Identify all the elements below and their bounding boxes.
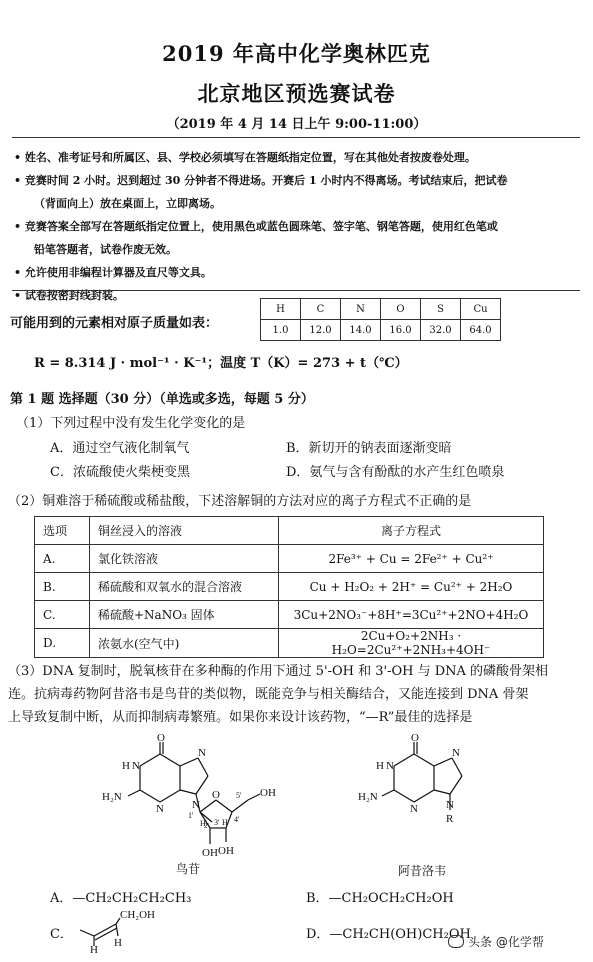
element-symbol: N — [341, 299, 381, 320]
atom-ch2oh: CH₂OH — [120, 909, 156, 921]
element-mass: 1.0 — [261, 320, 301, 341]
row-option: D. — [35, 629, 90, 658]
guanosine-name: 鸟苷 — [176, 862, 201, 876]
q1-3-option-c-label: C． — [50, 927, 73, 942]
atomic-mass-label: 可能用到的元素相对原子质量如表： — [10, 316, 219, 331]
atom-n: N — [452, 747, 460, 759]
element-mass: 12.0 — [301, 320, 341, 341]
note-5: • 试卷按密封线封装。 — [14, 289, 124, 302]
q1-1-option-d: D．氨气与含有酚酞的水产生红色喷泉 — [286, 465, 505, 480]
row-equation: 3Cu+2NO₃⁻+8H⁺=3Cu²⁺+2NO+4H₂O — [279, 601, 544, 629]
atom-r: R — [446, 813, 454, 825]
atom-o: O — [212, 789, 220, 801]
element-symbol: O — [381, 299, 421, 320]
acyclovir-name: 阿昔洛韦 — [398, 864, 447, 878]
carbon-5-label: 5' — [236, 791, 242, 800]
chat-bubble-icon — [448, 935, 464, 948]
note-2: • 竞赛时间 2 小时。迟到超过 30 分钟者不得进场。开赛后 1 小时内不得离场。考试结束后，把试卷 — [14, 174, 508, 187]
q1-1-stem: （1）下列过程中没有发生化学变化的是 — [16, 416, 246, 431]
atom-h: H — [122, 760, 130, 772]
carbon-3-label: 3' — [214, 818, 220, 827]
q1-1-option-a: A．通过空气液化制氧气 — [50, 441, 190, 456]
row-solution: 稀硫酸+NaNO₃ 固体 — [90, 601, 279, 629]
q1-2-stem: （2）铜难溶于稀硫酸或稀盐酸，下述溶解铜的方法对应的离子方程式不正确的是 — [8, 494, 472, 509]
atom-n: N — [386, 760, 394, 772]
note-3: • 竞赛答案全部写在答题纸指定位置上，使用黑色或蓝色圆珠笔、签字笔、钢笔答题，使用红色笔或 — [14, 220, 498, 233]
element-symbol: C — [301, 299, 341, 320]
row-solution: 稀硫酸和双氧水的混合溶液 — [90, 573, 279, 601]
row-equation: 2Cu+O₂+2NH₃ · H₂O=2Cu²⁺+2NH₃+4OH⁻ — [279, 629, 544, 658]
note-3-cont: 铅笔答题者，试卷作废无效。 — [34, 243, 177, 256]
atom-n: N — [446, 799, 454, 811]
q1-3-line2: 连。抗病毒药物阿昔洛韦是鸟苷的类似物，既能竞争与相关酶结合，又能连接到 DNA 骨架 — [8, 687, 529, 702]
row-option: B. — [35, 573, 90, 601]
q1-3-option-a: A．—CH₂CH₂CH₂CH₃ — [50, 891, 192, 906]
col-header-solution: 铜丝浸入的溶液 — [90, 517, 279, 545]
watermark — [448, 930, 578, 952]
exam-title-line1: 2019 年高中化学奥林匹克 — [162, 41, 431, 66]
row-equation: 2Fe³⁺ + Cu = 2Fe²⁺ + Cu²⁺ — [279, 545, 544, 573]
q1-3-option-b: B．—CH₂OCH₂CH₂OH — [306, 891, 454, 906]
element-mass: 32.0 — [421, 320, 461, 341]
row-option: C. — [35, 601, 90, 629]
col-header-option: 选项 — [35, 517, 90, 545]
element-mass: 14.0 — [341, 320, 381, 341]
table-row — [35, 545, 544, 573]
atomic-mass-table — [260, 298, 501, 341]
atom-n: N — [192, 799, 200, 811]
carbon-2-label: 2' — [204, 822, 209, 830]
element-symbol: H — [261, 299, 301, 320]
divider-bottom — [12, 290, 580, 291]
col-header-equation: 离子方程式 — [279, 517, 544, 545]
atom-h: H — [114, 937, 122, 949]
q1-3-line3: 上导致复制中断，从而抑制病毒繁殖。如果你来设计该药物，“—R”最佳的选择是 — [8, 710, 473, 725]
table-row — [35, 601, 544, 629]
q1-3-line1: （3）DNA 复制时，脱氧核苷在多种酶的作用下通过 5'-OH 和 3'-OH 与 DNA 的磷酸骨架相 — [8, 664, 549, 679]
element-mass: 16.0 — [381, 320, 421, 341]
note-1: • 姓名、准考证号和所属区、县、学校必须填写在答题纸指定位置，写在其他处者按废卷处理。 — [14, 151, 476, 164]
atom-oh: OH — [202, 847, 218, 859]
element-mass: 64.0 — [461, 320, 501, 341]
atom-n: N — [410, 803, 418, 815]
table-row — [35, 573, 544, 601]
question-header: 第 1 题 选择题（30 分）（单选或多选，每题 5 分） — [10, 392, 314, 407]
atom-o: O — [411, 732, 419, 744]
row-solution: 氯化铁溶液 — [90, 545, 279, 573]
atom-h: H — [200, 819, 206, 828]
divider-top — [12, 137, 580, 138]
atom-o: O — [157, 732, 165, 744]
row-equation: Cu + H₂O₂ + 2H⁺ = Cu²⁺ + 2H₂O — [279, 573, 544, 601]
option-c-structure — [74, 906, 164, 954]
atom-h: H — [376, 760, 384, 772]
note-4: • 允许使用非编程计算器及直尺等文具。 — [14, 266, 212, 279]
guanosine-structure — [100, 732, 300, 860]
element-symbol: S — [421, 299, 461, 320]
constants-line: R = 8.314 J · mol⁻¹ · K⁻¹；温度 T（K）= 273 + t（℃） — [34, 356, 408, 371]
watermark-text: 头条 @化学帮 — [468, 934, 544, 949]
carbon-1-label: 1' — [188, 811, 194, 820]
atom-n: N — [198, 747, 206, 759]
table-row — [35, 629, 544, 658]
row-solution: 浓氨水(空气中) — [90, 629, 279, 658]
atom-h2n: H₂N — [102, 791, 122, 803]
instructions — [14, 146, 580, 307]
q1-3-stem — [8, 660, 588, 729]
exam-date: （2019 年 4 月 14 日上午 9:00-11:00） — [166, 117, 427, 132]
acyclovir-structure — [358, 732, 488, 842]
atom-oh: OH — [260, 787, 276, 799]
exam-title-line2: 北京地区预选赛试卷 — [197, 81, 396, 106]
q1-1-option-b: B．新切开的钠表面逐渐变暗 — [286, 441, 452, 456]
note-2-cont: （背面向上）放在桌面上，立即离场。 — [34, 197, 221, 210]
carbon-4-label: 4' — [234, 815, 240, 824]
q1-3-option-d: D．—CH₂CH(OH)CH₂OH — [306, 927, 471, 942]
element-symbol: Cu — [461, 299, 501, 320]
atom-n: N — [156, 803, 164, 815]
ion-equation-table — [34, 516, 544, 658]
row-option: A. — [35, 545, 90, 573]
atom-n: N — [132, 760, 140, 772]
atom-h: H — [90, 944, 98, 954]
atom-h2n: H₂N — [358, 791, 378, 803]
atom-h: H — [222, 818, 228, 827]
q1-1-option-c: C．浓硫酸使火柴梗变黑 — [50, 465, 190, 480]
atom-oh: OH — [218, 845, 234, 857]
